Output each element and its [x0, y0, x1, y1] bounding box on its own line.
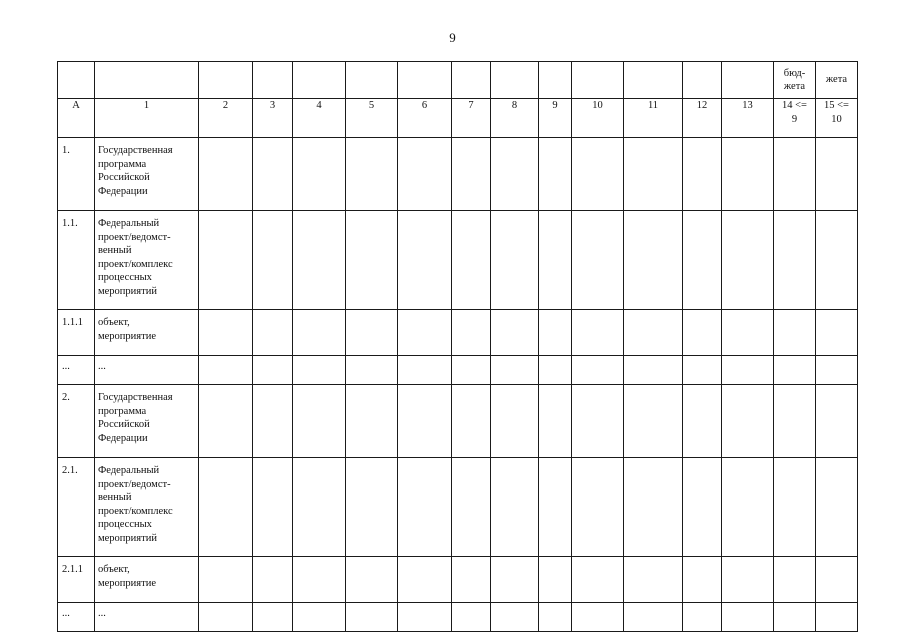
empty-cell: [816, 385, 858, 458]
row-name: Федеральный проект/ведомст- венный проект/комплекс процессных мероприятий: [95, 458, 199, 557]
empty-cell: [253, 356, 293, 385]
empty-cell: [816, 356, 858, 385]
empty-cell: [253, 458, 293, 557]
row-index: 1.: [58, 138, 95, 211]
column-number-cell: 5: [346, 99, 398, 138]
empty-cell: [774, 603, 816, 632]
column-number-cell: 13: [722, 99, 774, 138]
empty-cell: [816, 557, 858, 603]
header-cell: [95, 62, 199, 99]
empty-cell: [293, 356, 346, 385]
row-name: Государственная программа Российской Федерации: [95, 385, 199, 458]
empty-cell: [346, 458, 398, 557]
empty-cell: [816, 603, 858, 632]
empty-cell: [253, 557, 293, 603]
empty-cell: [452, 603, 491, 632]
empty-cell: [293, 211, 346, 310]
table-row: [58, 458, 858, 557]
empty-cell: [491, 603, 539, 632]
empty-cell: [253, 138, 293, 211]
header-cell: [58, 62, 95, 99]
empty-cell: [683, 310, 722, 356]
empty-cell: [293, 458, 346, 557]
empty-cell: [683, 458, 722, 557]
empty-cell: [722, 603, 774, 632]
empty-cell: [346, 310, 398, 356]
column-number-cell: 1: [95, 99, 199, 138]
row-name: Федеральный проект/ведомст- венный проект/комплекс процессных мероприятий: [95, 211, 199, 310]
column-number-cell: 9: [539, 99, 572, 138]
header-cell: [539, 62, 572, 99]
header-cell: [572, 62, 624, 99]
column-number-cell: 6: [398, 99, 452, 138]
empty-cell: [346, 385, 398, 458]
empty-cell: [683, 211, 722, 310]
column-number-cell: 12: [683, 99, 722, 138]
row-name: Государственная программа Российской Федерации: [95, 138, 199, 211]
empty-cell: [774, 211, 816, 310]
empty-cell: [452, 458, 491, 557]
empty-cell: [683, 356, 722, 385]
empty-cell: [722, 310, 774, 356]
empty-cell: [624, 603, 683, 632]
table-row: [58, 557, 858, 603]
empty-cell: [774, 138, 816, 211]
empty-cell: [572, 385, 624, 458]
empty-cell: [683, 385, 722, 458]
empty-cell: [398, 557, 452, 603]
empty-cell: [491, 211, 539, 310]
row-name: объект, мероприятие: [95, 557, 199, 603]
empty-cell: [452, 310, 491, 356]
empty-cell: [491, 138, 539, 211]
empty-cell: [491, 557, 539, 603]
row-index: 2.1.1: [58, 557, 95, 603]
empty-cell: [346, 211, 398, 310]
empty-cell: [624, 356, 683, 385]
row-index: ...: [58, 603, 95, 632]
empty-cell: [572, 458, 624, 557]
row-index: 1.1.: [58, 211, 95, 310]
empty-cell: [539, 138, 572, 211]
empty-cell: [452, 356, 491, 385]
empty-cell: [683, 603, 722, 632]
table-row: [58, 385, 858, 458]
row-index: 2.: [58, 385, 95, 458]
empty-cell: [199, 310, 253, 356]
column-number-cell: 8: [491, 99, 539, 138]
empty-cell: [539, 211, 572, 310]
empty-cell: [491, 356, 539, 385]
empty-cell: [722, 458, 774, 557]
empty-cell: [816, 310, 858, 356]
empty-cell: [253, 310, 293, 356]
empty-cell: [293, 138, 346, 211]
empty-cell: [199, 385, 253, 458]
empty-cell: [491, 458, 539, 557]
empty-cell: [774, 385, 816, 458]
empty-cell: [452, 385, 491, 458]
empty-cell: [774, 557, 816, 603]
column-number-cell: 15 <= 10: [816, 99, 858, 138]
empty-cell: [624, 458, 683, 557]
empty-cell: [774, 310, 816, 356]
empty-cell: [624, 211, 683, 310]
empty-cell: [774, 356, 816, 385]
row-name: ...: [95, 356, 199, 385]
page-number: 9: [449, 30, 456, 45]
row-index: 2.1.: [58, 458, 95, 557]
header-cell: [346, 62, 398, 99]
header-cell: [683, 62, 722, 99]
empty-cell: [722, 356, 774, 385]
empty-cell: [539, 385, 572, 458]
header-cell-col14: бюд- жета: [774, 62, 816, 99]
header-cell: [491, 62, 539, 99]
column-number-cell: 3: [253, 99, 293, 138]
empty-cell: [253, 385, 293, 458]
empty-cell: [624, 385, 683, 458]
column-number-cell: А: [58, 99, 95, 138]
empty-cell: [398, 458, 452, 557]
empty-cell: [624, 557, 683, 603]
empty-cell: [491, 385, 539, 458]
empty-cell: [774, 458, 816, 557]
empty-cell: [199, 557, 253, 603]
empty-cell: [398, 603, 452, 632]
empty-cell: [539, 310, 572, 356]
empty-cell: [572, 557, 624, 603]
column-number-cell: 11: [624, 99, 683, 138]
empty-cell: [293, 310, 346, 356]
empty-cell: [398, 310, 452, 356]
row-index: 1.1.1: [58, 310, 95, 356]
empty-cell: [452, 557, 491, 603]
column-number-row: [58, 99, 858, 138]
empty-cell: [199, 603, 253, 632]
empty-cell: [816, 458, 858, 557]
empty-cell: [253, 603, 293, 632]
row-name: объект, мероприятие: [95, 310, 199, 356]
empty-cell: [293, 385, 346, 458]
empty-cell: [293, 603, 346, 632]
column-number-cell: 7: [452, 99, 491, 138]
empty-cell: [346, 356, 398, 385]
empty-cell: [539, 603, 572, 632]
empty-cell: [293, 557, 346, 603]
header-cell: [624, 62, 683, 99]
empty-cell: [398, 356, 452, 385]
table-row: [58, 310, 858, 356]
empty-cell: [624, 138, 683, 211]
table-row: [58, 138, 858, 211]
empty-cell: [199, 356, 253, 385]
empty-cell: [398, 211, 452, 310]
empty-cell: [253, 211, 293, 310]
header-cell: [452, 62, 491, 99]
empty-cell: [452, 211, 491, 310]
empty-cell: [199, 458, 253, 557]
header-cell: [722, 62, 774, 99]
empty-cell: [683, 138, 722, 211]
header-cell: [253, 62, 293, 99]
row-index: ...: [58, 356, 95, 385]
empty-cell: [816, 138, 858, 211]
empty-cell: [398, 385, 452, 458]
header-cell-col15: жета: [816, 62, 858, 99]
empty-cell: [199, 211, 253, 310]
table-row: [58, 211, 858, 310]
empty-cell: [722, 385, 774, 458]
column-number-cell: 10: [572, 99, 624, 138]
empty-cell: [539, 458, 572, 557]
empty-cell: [539, 557, 572, 603]
empty-cell: [683, 557, 722, 603]
empty-cell: [346, 603, 398, 632]
table-row: [58, 356, 858, 385]
column-number-cell: 2: [199, 99, 253, 138]
column-number-cell: 14 <= 9: [774, 99, 816, 138]
empty-cell: [539, 356, 572, 385]
row-name: ...: [95, 603, 199, 632]
header-row: [58, 62, 858, 99]
empty-cell: [346, 138, 398, 211]
header-cell: [293, 62, 346, 99]
header-cell: [398, 62, 452, 99]
empty-cell: [572, 310, 624, 356]
empty-cell: [722, 138, 774, 211]
empty-cell: [199, 138, 253, 211]
empty-cell: [624, 310, 683, 356]
empty-cell: [452, 138, 491, 211]
empty-cell: [491, 310, 539, 356]
data-table: [57, 61, 858, 632]
empty-cell: [722, 211, 774, 310]
empty-cell: [398, 138, 452, 211]
header-cell: [199, 62, 253, 99]
empty-cell: [722, 557, 774, 603]
column-number-cell: 4: [293, 99, 346, 138]
empty-cell: [346, 557, 398, 603]
empty-cell: [816, 211, 858, 310]
empty-cell: [572, 211, 624, 310]
table-row: [58, 603, 858, 632]
empty-cell: [572, 138, 624, 211]
empty-cell: [572, 603, 624, 632]
empty-cell: [572, 356, 624, 385]
